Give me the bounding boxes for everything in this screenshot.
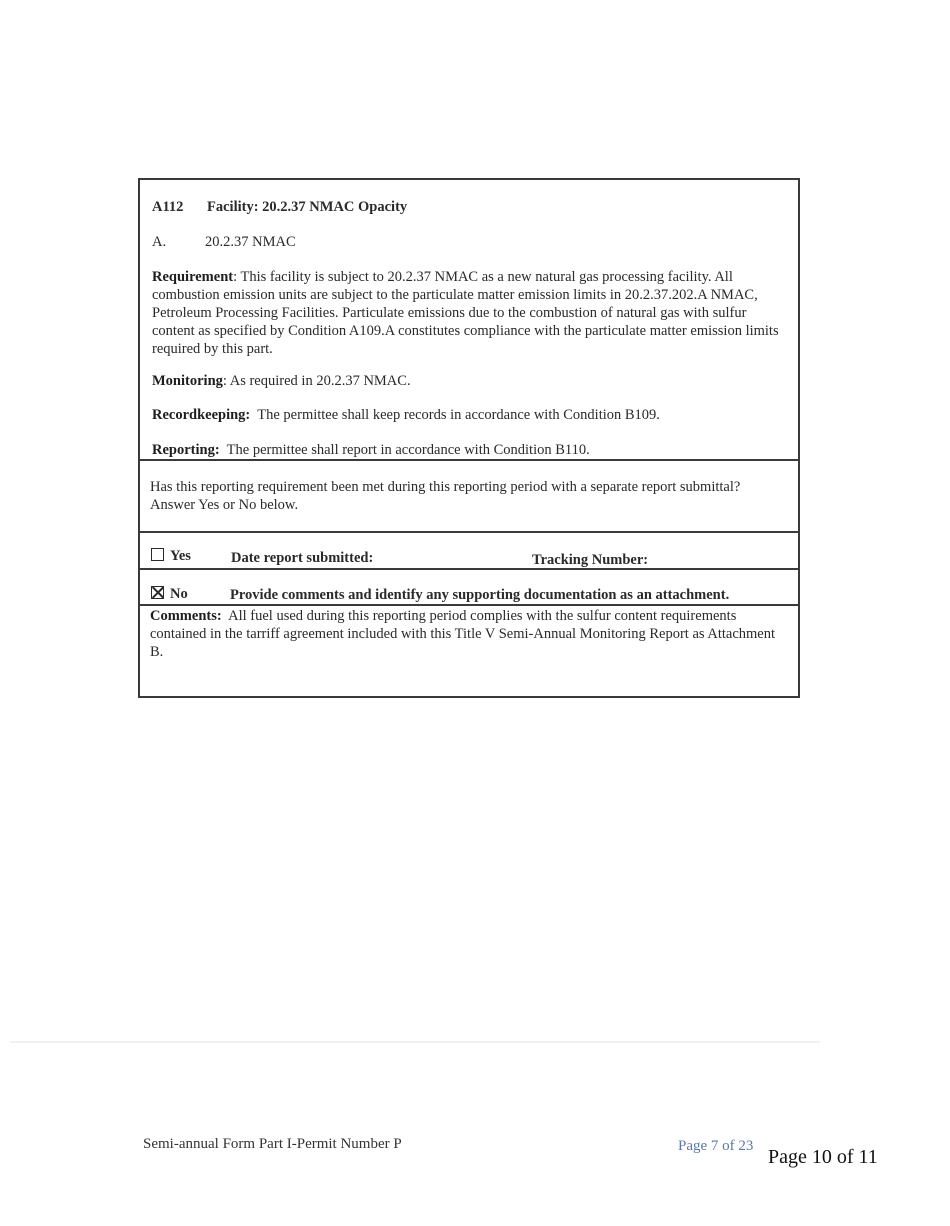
recordkeeping-text: The permittee shall keep records in accordance with Condition B109. xyxy=(257,407,660,423)
footer-inner-page-number: Page 7 of 23 xyxy=(678,1138,754,1154)
yes-checkbox[interactable] xyxy=(151,548,164,561)
comments-text: All fuel used during this reporting period complies with the sulfur content requirements contained in the tarriff agreement included with this Title V Semi-Annual Monitoring Report as Attachment B. xyxy=(150,608,776,660)
comments-label: Comments: xyxy=(150,608,222,624)
condition-code: A112 xyxy=(152,199,184,215)
condition-section xyxy=(140,180,798,460)
requirement-label: Requirement xyxy=(152,269,234,285)
no-row xyxy=(140,570,798,604)
tracking-number-label: Tracking Number: xyxy=(532,552,649,568)
requirement-text: : This facility is subject to 20.2.37 NMAC as a new natural gas processing facility. All combustion emission units are subject to the particulate matter emission limits in 20.2.37.202.A NMAC, Petroleum Processing Facilities. Particulate emissions due to the combustion of natural gas with sulfur content as specified by Condition A109.A constitutes compliance with the particulate matter emission limits required by this part. xyxy=(152,269,779,357)
no-label: No xyxy=(170,586,188,602)
subsection-label: A. xyxy=(152,234,167,250)
footer-outer-page-number: Page 10 of 11 xyxy=(768,1146,878,1168)
date-submitted-label: Date report submitted: xyxy=(231,550,374,566)
yes-row xyxy=(140,533,798,569)
divider xyxy=(140,604,798,606)
recordkeeping-label: Recordkeeping: xyxy=(152,407,251,423)
condition-title: Facility: 20.2.37 NMAC Opacity xyxy=(207,199,408,215)
scan-artifact-line xyxy=(10,1041,820,1043)
requirement-paragraph xyxy=(152,268,782,358)
reporting-paragraph xyxy=(152,441,782,459)
monitoring-text: : As required in 20.2.37 NMAC. xyxy=(222,373,411,389)
divider xyxy=(140,459,798,461)
reporting-label: Reporting: xyxy=(152,442,220,458)
subsection-title: 20.2.37 NMAC xyxy=(205,234,296,250)
reporting-text: The permittee shall report in accordance with Condition B110. xyxy=(226,442,590,458)
permit-condition-form xyxy=(138,178,800,698)
no-instruction: Provide comments and identify any supporting documentation as an attachment. xyxy=(230,587,730,603)
comments-paragraph xyxy=(150,607,775,661)
monitoring-label: Monitoring xyxy=(152,373,223,389)
yes-label: Yes xyxy=(170,548,191,564)
question-text: Has this reporting requirement been met during this reporting period with a separate report submittal? Answer Yes or No below. xyxy=(150,479,741,513)
recordkeeping-paragraph xyxy=(152,406,782,424)
no-checkbox[interactable] xyxy=(151,586,164,599)
monitoring-paragraph xyxy=(152,372,782,390)
footer-form-name: Semi-annual Form Part I-Permit Number P xyxy=(143,1136,402,1152)
